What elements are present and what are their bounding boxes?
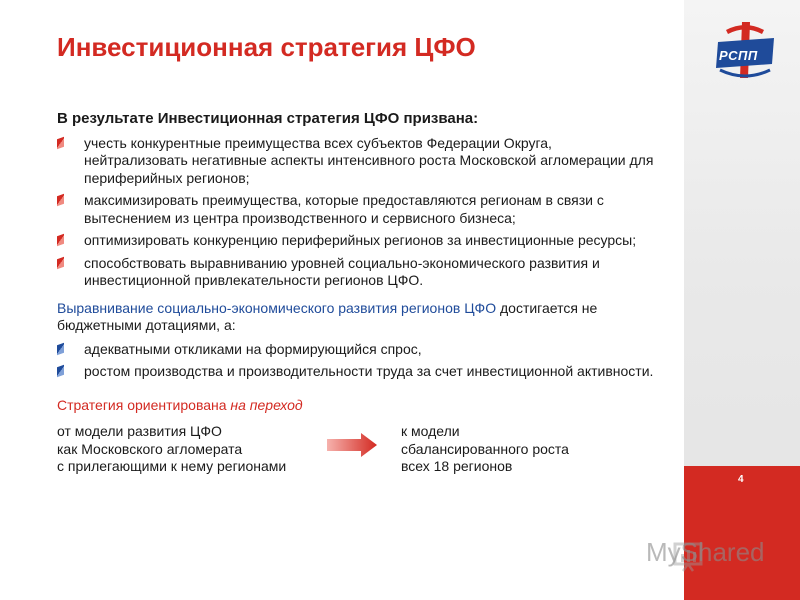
slide-title: Инвестиционная стратегия ЦФО <box>57 32 476 62</box>
list-item <box>57 255 657 290</box>
from-line: от модели развития ЦФО <box>57 423 222 439</box>
list-item <box>57 341 657 359</box>
blue-bullet-icon <box>57 365 64 378</box>
section-heading: В результате Инвестиционная стратегия ЦФО призвана: <box>57 110 479 127</box>
to-model <box>401 423 661 476</box>
to-line: всех 18 регионов <box>401 458 513 474</box>
red-bullet-icon <box>57 234 64 247</box>
red-bullet-icon <box>57 256 64 269</box>
list-item <box>57 135 657 188</box>
equalization-blue-text: Выравнивание социально-экономического развития регионов ЦФО <box>57 299 497 316</box>
to-line: сбалансированного роста <box>401 440 569 457</box>
blue-bullet-icon <box>57 342 64 355</box>
model-comparison <box>57 423 657 483</box>
transition-arrow-icon <box>327 433 377 457</box>
list-item <box>57 232 657 250</box>
watermark-text: MyShared <box>646 537 765 567</box>
from-line: с прилегающими к нему регионами <box>57 458 287 474</box>
bullet-text: оптимизировать конкуренцию периферийных регионов за инвестиционные ресурсы; <box>84 232 637 248</box>
sidebar-red-band <box>684 466 800 600</box>
red-bullet-list <box>57 135 657 290</box>
strategy-lead: Стратегия ориентирована <box>57 396 231 413</box>
strategy-line <box>57 397 657 415</box>
blue-bullet-list <box>57 341 657 381</box>
logo-text: РСПП <box>719 48 758 63</box>
list-item <box>57 363 657 381</box>
bullet-text: учесть конкурентные преимущества всех субъектов Федерации Округа, нейтрализовать негативные аспекты интенсивного роста Московской агломерации для периферийных регионов; <box>84 134 654 186</box>
bullet-text: способствовать выравниванию уровней социально-экономического развития и инвестиционной привлекательности регионов ЦФО. <box>84 254 600 288</box>
red-bullet-icon <box>57 136 64 149</box>
bullet-text: максимизировать преимущества, которые предоставляются регионам в связи с вытеснением из центра производственного и сервисного бизнеса; <box>84 192 604 226</box>
equalization-paragraph <box>57 300 657 335</box>
to-line: к модели <box>401 423 460 439</box>
from-line: как Московского агломерата <box>57 440 243 457</box>
page-number: 4 <box>738 474 744 485</box>
red-bullet-icon <box>57 194 64 207</box>
strategy-emphasis: на переход <box>230 396 303 413</box>
equalization-rest-text: достигается не бюджетными дотациями, а: <box>57 299 598 333</box>
list-item <box>57 192 657 227</box>
bullet-text: адекватными откликами на формирующийся спрос, <box>84 340 422 357</box>
bullet-text: ростом производства и производительности труда за счет инвестиционной активности. <box>84 363 654 379</box>
slide-content <box>57 110 657 483</box>
from-model <box>57 423 327 476</box>
